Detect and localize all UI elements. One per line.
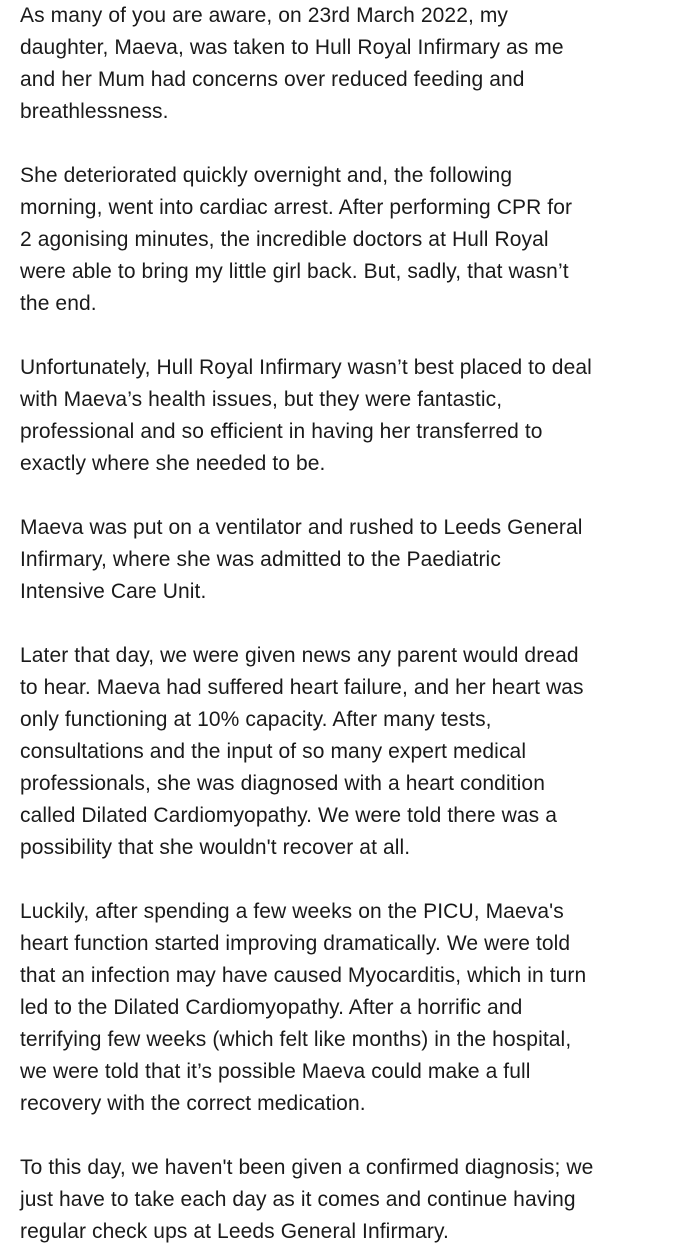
paragraph-2: She deteriorated quickly overnight and, the following morning, went into cardiac arrest. After performing CPR for 2 agonising minutes, the incredible doctors at Hull Royal were able to bring my little girl back. But, sadly, that wasn’t the end.: [20, 164, 573, 315]
paragraph-7: To this day, we haven't been given a confirmed diagnosis; we just have to take each day as it comes and continue having regular check ups at Leeds General Infirmary.: [20, 1156, 594, 1243]
paragraph-1: As many of you are aware, on 23rd March 2022, my daughter, Maeva, was taken to Hull Royal Infirmary as me and her Mum had concerns over reduced feeding and breathlessness.: [20, 4, 564, 123]
paragraph-5: Later that day, we were given news any parent would dread to hear. Maeva had suffered heart failure, and her heart was only functioning at 10% capacity. After many tests, consultations and the input of so many expert medical professionals, she was diagnosed with a heart condition called Dilated Cardiomyopathy. We were told there was a possibility that she wouldn't recover at all.: [20, 644, 584, 859]
paragraph-4: Maeva was put on a ventilator and rushed to Leeds General Infirmary, where she was admitted to the Paediatric Intensive Care Unit.: [20, 516, 583, 603]
paragraph-6: Luckily, after spending a few weeks on the PICU, Maeva's heart function started improving dramatically. We were told that an infection may have caused Myocarditis, which in turn led to the Dilated Cardiomyopathy. After a horrific and terrifying few weeks (which felt like months) in the hospital, we were told that it’s possible Maeva could make a full recovery with the correct medication.: [20, 900, 587, 1115]
paragraph-3: Unfortunately, Hull Royal Infirmary wasn’t best placed to deal with Maeva’s health issues, but they were fantastic, professional and so efficient in having her transferred to exactly where she needed to be.: [20, 356, 592, 475]
